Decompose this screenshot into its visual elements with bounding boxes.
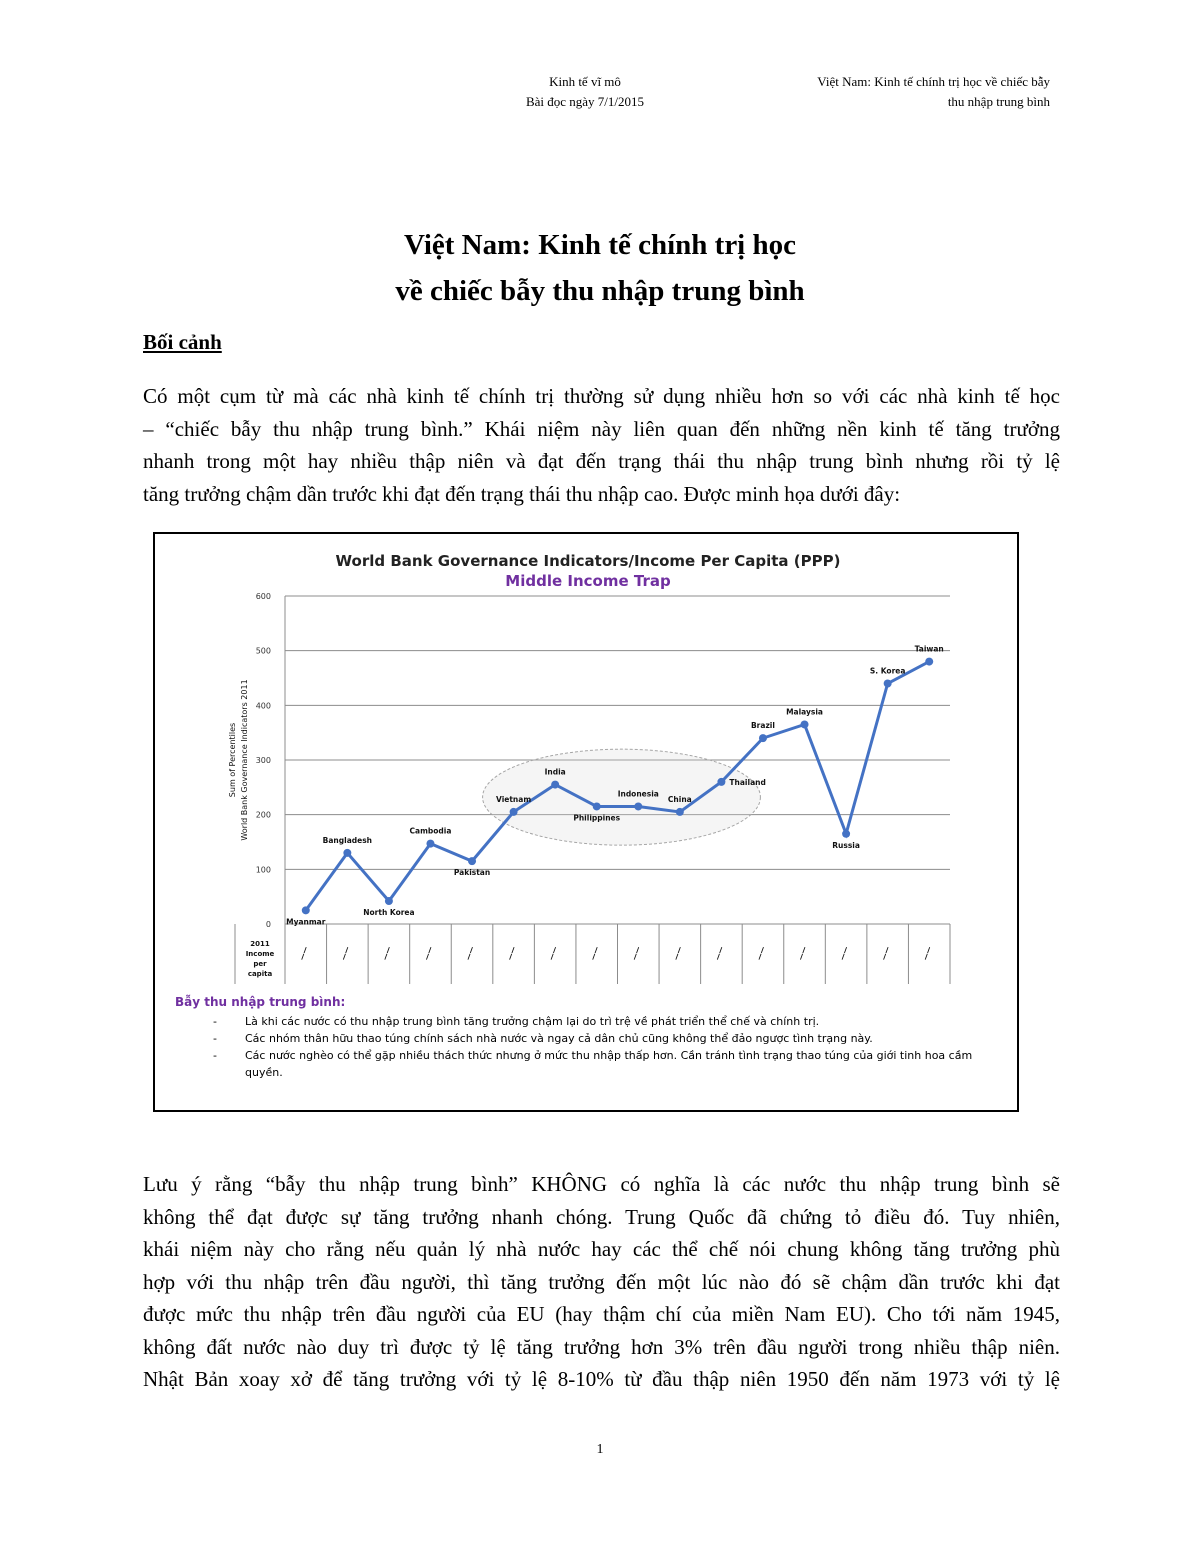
chart-note-item: - Là khi các nước có thu nhập trung bình tăng trưởng chậm lại do trì trệ về phát triển thể chế và chính trị. [175, 1013, 1005, 1030]
y-tick-label: 300 [255, 756, 271, 765]
page-title-line2: về chiếc bẫy thu nhập trung bình [395, 275, 805, 307]
x-tick-mark: —— [796, 945, 809, 962]
header-doc-title-1: Việt Nam: Kinh tế chính trị học về chiếc bẫy [817, 74, 1050, 89]
data-point-bangladesh [343, 849, 351, 857]
data-point-pakistan [468, 857, 476, 865]
y-tick-label: 0 [265, 920, 271, 929]
data-label: Philippines [573, 813, 621, 823]
chart-notes-list [175, 1013, 1005, 1081]
paragraph-line: khái niệm này cho rằng nếu quản lý nhà nước hay các thể chế nói chung không tăng trưởng phù [143, 1237, 1060, 1261]
chart-note-item: - Các nước nghèo có thể gặp nhiều thách thức nhưng ở mức thu nhập thấp hơn. Cần tránh tình trạng thao túng của giới tinh hoa cầm quyền. [175, 1047, 1005, 1081]
y-tick-label: 600 [255, 592, 271, 601]
data-point-india [551, 781, 559, 789]
data-point-china [676, 808, 684, 816]
paragraph-line: không thể đạt được sự tăng trưởng nhanh chóng. Trung Quốc đã chứng tỏ điều đó. Tuy nhiên, [143, 1204, 1060, 1229]
y-tick-label: 500 [255, 646, 271, 656]
x-tick-mark: —— [339, 945, 352, 962]
x-tick-mark: —— [463, 945, 477, 962]
data-point-thailand [717, 778, 725, 786]
x-tick-mark: —— [297, 945, 311, 962]
data-label: Myanmar [286, 917, 326, 927]
x-axis-label: 2011 [250, 940, 270, 948]
chart-title: World Bank Governance Indicators/Income Per Capita (PPP) [335, 552, 841, 570]
x-axis-label: per [253, 960, 267, 968]
header-doc-title-2: thu nhập trung bình [947, 94, 1050, 109]
data-label: Taiwan [914, 644, 944, 654]
section-heading: Bối cảnh [143, 330, 222, 354]
data-label: India [544, 767, 566, 777]
paragraph-line: Có một cụm từ mà các nhà kinh tế chính trị thường sử dụng nhiều hơn so với các nhà kinh tế học [143, 384, 1060, 408]
y-tick-label: 200 [255, 810, 271, 820]
header-date: Bài đọc ngày 7/1/2015 [525, 94, 645, 109]
data-point-vietnam [510, 808, 518, 816]
line-chart [155, 534, 1021, 994]
x-tick-mark: —— [754, 945, 768, 962]
x-tick-mark: —— [879, 945, 892, 962]
paragraph-1 [143, 380, 1060, 510]
x-tick-mark: —— [921, 945, 934, 962]
x-tick-mark: —— [380, 945, 394, 962]
header-course: Kinh tế vĩ mô [549, 74, 621, 89]
data-point-philippines [593, 802, 601, 810]
data-label: Russia [832, 840, 860, 850]
paragraph-line: Nhật Bản xoay xở để tăng trưởng với tỷ lệ 8-10% từ đầu thập niên 1950 đến năm 1973 với tỷ lệ [143, 1367, 1060, 1391]
data-label: Malaysia [786, 707, 823, 717]
y-axis-label: Sum of Percentiles [228, 722, 237, 798]
y-tick-label: 400 [255, 701, 271, 711]
x-tick-mark: —— [588, 945, 601, 962]
data-label: Cambodia [409, 826, 452, 836]
paragraph-line: tăng trưởng chậm dần trước khi đạt đến trạng thái thu nhập cao. Được minh họa dưới đây: [143, 481, 901, 506]
x-tick-mark: —— [505, 945, 518, 962]
data-label: Indonesia [617, 789, 659, 799]
data-point-north-korea [385, 897, 393, 905]
paragraph-line: – “chiếc bẫy thu nhập trung bình.” Khái niệm này liên quan đến những nền kinh tế tăng trưởng [143, 416, 1060, 441]
data-label: China [667, 794, 692, 804]
chart-notes [175, 994, 1005, 1081]
paragraph-line: được mức thu nhập trên đầu người của EU (hay thậm chí của miền Nam EU). Cho tới năm 1945, [143, 1302, 1060, 1326]
data-label: Bangladesh [322, 835, 373, 845]
data-point-russia [842, 830, 850, 838]
paragraph-line: Lưu ý rằng “bẫy thu nhập trung bình” KHÔNG có nghĩa là các nước thu nhập trung bình sẽ [143, 1172, 1060, 1196]
x-tick-mark: —— [422, 945, 435, 962]
chart-note-item: - Các nhóm thân hữu thao túng chính sách nhà nước và ngay cả dân chủ cũng không thể đảo ngược tình trạng này. [175, 1030, 1005, 1047]
data-label: Thailand [729, 777, 766, 787]
chart-figure [153, 532, 1019, 1112]
paragraph-2 [143, 1168, 1060, 1396]
y-tick-label: 100 [255, 865, 271, 875]
data-point-myanmar [302, 906, 310, 914]
data-point-indonesia [634, 802, 642, 810]
page-number: 1 [596, 1442, 604, 1457]
y-axis-label-sub: World Bank Governance Indicators 2011 [240, 679, 249, 841]
x-tick-mark: —— [671, 945, 685, 962]
running-header-left [470, 72, 700, 112]
paragraph-line: hợp với thu nhập trên đầu người, thì tăng trưởng đến một lúc nào đó sẽ chậm dần trước khi đạt [143, 1269, 1060, 1294]
data-point-cambodia [426, 840, 434, 848]
page-title-line1: Việt Nam: Kinh tế chính trị học [403, 229, 796, 261]
x-tick-mark: —— [547, 945, 560, 962]
data-label: Brazil [750, 721, 775, 731]
x-tick-mark: —— [630, 945, 643, 962]
data-point-taiwan [925, 658, 933, 666]
paragraph-line: không đất nước nào duy trì được tỷ lệ tăng trưởng hơn 3% trên đầu người trong nhiều thập niên. [143, 1334, 1060, 1359]
data-point-brazil [759, 734, 767, 742]
running-header-right [760, 72, 1050, 112]
data-label: Pakistan [453, 868, 491, 878]
data-label: S. Korea [869, 666, 906, 676]
data-label: North Korea [363, 908, 415, 918]
page-title [0, 222, 1200, 314]
chart-subtitle: Middle Income Trap [505, 572, 671, 590]
paragraph-line: nhanh trong một hay nhiều thập niên và đạt đến trạng thái thu nhập trung bình nhưng rồi tỷ lệ [143, 449, 1060, 473]
x-axis-label: Income [245, 950, 275, 958]
x-axis-label: capita [247, 970, 273, 978]
data-point-malaysia [801, 720, 809, 728]
x-tick-mark: —— [838, 945, 851, 962]
chart-notes-title: Bẫy thu nhập trung bình: [175, 995, 346, 1009]
data-label: Vietnam [496, 794, 532, 804]
x-tick-mark: —— [713, 945, 726, 962]
data-point-s-korea [884, 679, 892, 687]
